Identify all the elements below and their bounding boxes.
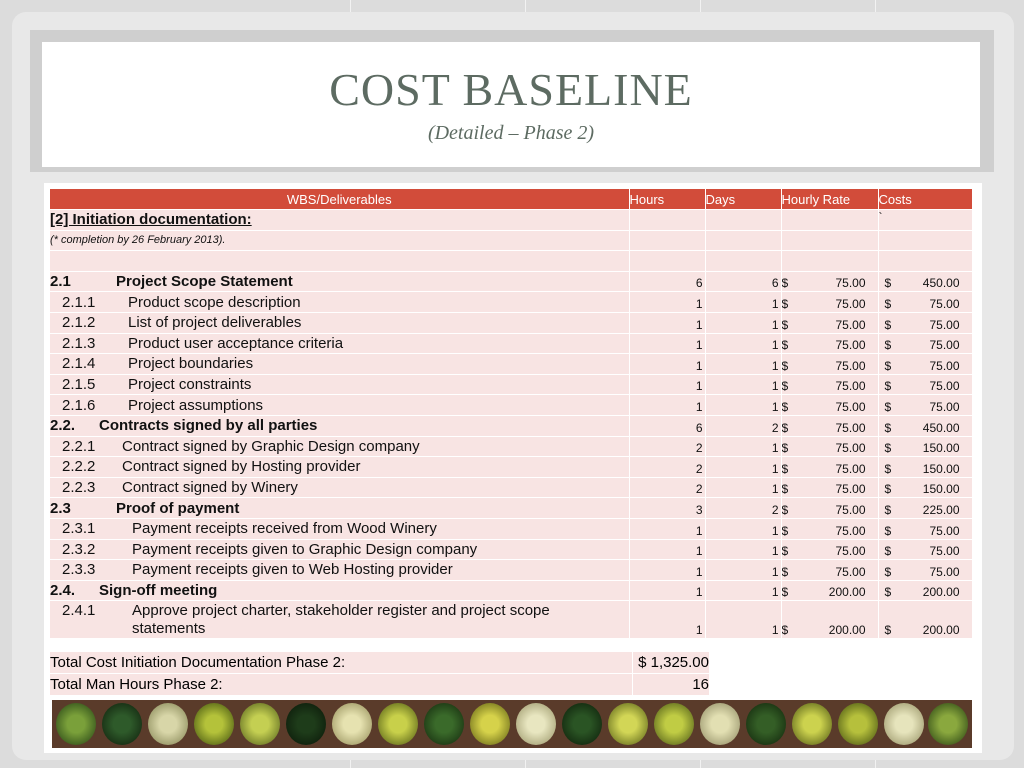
bottle-icon <box>424 703 464 745</box>
bottle-icon <box>378 703 418 745</box>
bottle-icon <box>240 703 280 745</box>
currency-symbol: $ <box>781 523 789 538</box>
wbs-cell <box>50 498 629 519</box>
cost-value: 150.00 <box>922 461 960 476</box>
cost-value: 450.00 <box>922 276 960 291</box>
total-hours-value: 16 <box>633 674 710 696</box>
cost-value: 200.00 <box>922 623 960 638</box>
currency-symbol: $ <box>781 296 789 311</box>
wbs-label: Payment receipts received from Wood Winery <box>132 520 437 538</box>
cost-cell <box>878 354 972 375</box>
bottle-icon <box>792 703 832 745</box>
header-costs: Costs <box>878 189 972 210</box>
rate-cell <box>781 539 878 560</box>
hours-cell: 1 <box>629 292 705 313</box>
wbs-label: Sign-off meeting <box>99 581 218 599</box>
days-cell: 1 <box>705 354 781 375</box>
currency-symbol: $ <box>884 399 892 414</box>
currency-symbol: $ <box>884 523 892 538</box>
rate-cell <box>781 498 878 519</box>
section-mark: ` <box>878 210 972 231</box>
rate-value: 75.00 <box>835 276 866 291</box>
currency-symbol: $ <box>781 379 789 394</box>
currency-symbol: $ <box>781 623 789 638</box>
currency-symbol: $ <box>884 317 892 332</box>
currency-symbol: $ <box>884 338 892 353</box>
currency-symbol: $ <box>884 276 892 291</box>
rate-value: 75.00 <box>835 461 866 476</box>
days-cell: 1 <box>705 477 781 498</box>
table-row <box>50 333 972 354</box>
hours-cell: 2 <box>629 436 705 457</box>
cost-cell <box>878 560 972 581</box>
wbs-label: Contract signed by Graphic Design company <box>122 437 420 455</box>
hours-cell: 6 <box>629 415 705 436</box>
cost-cell <box>878 518 972 539</box>
rate-value: 75.00 <box>835 441 866 456</box>
wbs-number: 2.3 <box>50 499 71 517</box>
bottle-icon <box>102 703 142 745</box>
wbs-cell <box>50 436 629 457</box>
currency-symbol: $ <box>884 379 892 394</box>
bottle-icon <box>654 703 694 745</box>
bottle-icon <box>608 703 648 745</box>
spacer-row <box>50 251 972 272</box>
currency-symbol: $ <box>884 623 892 638</box>
days-cell: 2 <box>705 498 781 519</box>
wbs-cell <box>50 477 629 498</box>
cost-value: 75.00 <box>929 296 960 311</box>
rate-cell <box>781 560 878 581</box>
bottle-icon <box>562 703 602 745</box>
wbs-label: Product scope description <box>128 293 301 311</box>
wbs-number: 2.2.3 <box>62 479 96 497</box>
section-row <box>50 210 972 231</box>
rate-cell <box>781 271 878 292</box>
cost-value: 450.00 <box>922 420 960 435</box>
currency-symbol: $ <box>781 317 789 332</box>
currency-symbol: $ <box>884 461 892 476</box>
hours-cell: 1 <box>629 580 705 601</box>
days-cell: 1 <box>705 539 781 560</box>
wine-bottles-image <box>52 700 972 748</box>
currency-symbol: $ <box>884 296 892 311</box>
currency-symbol: $ <box>781 482 789 497</box>
cost-cell <box>878 333 972 354</box>
rate-cell <box>781 518 878 539</box>
wbs-cell <box>50 271 629 292</box>
total-cost-label: Total Cost Initiation Documentation Phase 2: <box>50 652 633 674</box>
currency-symbol: $ <box>884 358 892 373</box>
wbs-number: 2.1 <box>50 273 71 291</box>
rate-cell <box>781 415 878 436</box>
wbs-number: 2.1.2 <box>62 314 96 332</box>
rate-cell <box>781 395 878 416</box>
cost-value: 75.00 <box>929 338 960 353</box>
header-days: Days <box>705 189 781 210</box>
days-cell: 1 <box>705 312 781 333</box>
rate-cell <box>781 333 878 354</box>
bottle-icon <box>700 703 740 745</box>
wbs-number: 2.3.2 <box>62 540 96 558</box>
section-title: [2] Initiation documentation: <box>50 210 629 231</box>
days-cell: 1 <box>705 457 781 478</box>
days-cell: 1 <box>705 601 781 639</box>
cost-cell <box>878 601 972 639</box>
table-row <box>50 354 972 375</box>
currency-symbol: $ <box>781 461 789 476</box>
wbs-label: Payment receipts given to Web Hosting provider <box>132 561 453 579</box>
wbs-cell <box>50 292 629 313</box>
wbs-number: 2.4.1 <box>62 601 96 619</box>
currency-symbol: $ <box>781 502 789 517</box>
rate-cell <box>781 477 878 498</box>
total-hours-label: Total Man Hours Phase 2: <box>50 674 633 696</box>
wbs-cell <box>50 395 629 416</box>
rate-value: 75.00 <box>835 338 866 353</box>
cost-cell <box>878 580 972 601</box>
header-wbs: WBS/Deliverables <box>50 189 629 210</box>
wbs-cell <box>50 354 629 375</box>
rate-value: 75.00 <box>835 544 866 559</box>
table-row <box>50 539 972 560</box>
totals-table <box>50 652 710 696</box>
wbs-number: 2.1.1 <box>62 293 96 311</box>
rate-cell <box>781 580 878 601</box>
table-row <box>50 580 972 601</box>
cost-cell <box>878 271 972 292</box>
days-cell: 1 <box>705 395 781 416</box>
wbs-label: Product user acceptance criteria <box>128 334 344 352</box>
rate-value: 75.00 <box>835 358 866 373</box>
days-cell: 1 <box>705 333 781 354</box>
page-subtitle: (Detailed – Phase 2) <box>427 122 595 144</box>
hours-cell: 1 <box>629 333 705 354</box>
currency-symbol: $ <box>781 276 789 291</box>
cost-value: 200.00 <box>922 585 960 600</box>
bottle-icon <box>286 703 326 745</box>
wbs-number: 2.4. <box>50 581 76 599</box>
wbs-label: Approve project charter, stakeholder register and project scope <box>132 601 550 619</box>
bottle-icon <box>884 703 924 745</box>
bottle-icon <box>332 703 372 745</box>
table-row <box>50 374 972 395</box>
currency-symbol: $ <box>884 564 892 579</box>
cost-cell <box>878 498 972 519</box>
rate-value: 75.00 <box>835 420 866 435</box>
hours-cell: 1 <box>629 560 705 581</box>
rate-value: 75.00 <box>835 564 866 579</box>
currency-symbol: $ <box>781 441 789 456</box>
wbs-label-cont: statements <box>132 619 206 637</box>
wbs-cell <box>50 601 629 639</box>
table-row <box>50 457 972 478</box>
bottle-icon <box>516 703 556 745</box>
currency-symbol: $ <box>884 502 892 517</box>
currency-symbol: $ <box>781 338 789 353</box>
table-row <box>50 292 972 313</box>
wbs-cell <box>50 333 629 354</box>
days-cell: 1 <box>705 560 781 581</box>
currency-symbol: $ <box>781 564 789 579</box>
wbs-number: 2.2. <box>50 417 76 435</box>
wbs-cell <box>50 560 629 581</box>
cost-value: 75.00 <box>929 544 960 559</box>
cost-value: 75.00 <box>929 523 960 538</box>
bottle-icon <box>838 703 878 745</box>
wbs-number: 2.1.5 <box>62 376 96 394</box>
wbs-number: 2.1.6 <box>62 396 96 414</box>
hours-cell: 1 <box>629 518 705 539</box>
wbs-cell <box>50 539 629 560</box>
cost-cell <box>878 395 972 416</box>
currency-symbol: $ <box>781 399 789 414</box>
cost-cell <box>878 415 972 436</box>
table-row <box>50 477 972 498</box>
table-row <box>50 518 972 539</box>
bottle-icon <box>148 703 188 745</box>
rate-cell <box>781 436 878 457</box>
currency-symbol: $ <box>884 585 892 600</box>
cost-cell <box>878 436 972 457</box>
bottle-icon <box>56 703 96 745</box>
cost-value: 75.00 <box>929 358 960 373</box>
cost-cell <box>878 539 972 560</box>
cost-value: 75.00 <box>929 564 960 579</box>
total-hours-row <box>50 674 710 696</box>
header-hours: Hours <box>629 189 705 210</box>
cost-cell <box>878 457 972 478</box>
wbs-number: 2.1.3 <box>62 334 96 352</box>
hours-cell: 3 <box>629 498 705 519</box>
total-cost-value: $ 1,325.00 <box>633 652 710 674</box>
hours-cell: 1 <box>629 601 705 639</box>
bottle-icon <box>746 703 786 745</box>
wbs-number: 2.2.2 <box>62 458 96 476</box>
header-row <box>50 189 972 210</box>
rate-value: 200.00 <box>828 585 866 600</box>
wbs-number: 2.1.4 <box>62 355 96 373</box>
wbs-number: 2.3.1 <box>62 520 96 538</box>
days-cell: 1 <box>705 374 781 395</box>
cost-value: 225.00 <box>922 502 960 517</box>
wbs-label: List of project deliverables <box>128 314 302 332</box>
cost-value: 75.00 <box>929 399 960 414</box>
wbs-cell <box>50 580 629 601</box>
note-row <box>50 230 972 251</box>
hours-cell: 1 <box>629 354 705 375</box>
days-cell: 1 <box>705 580 781 601</box>
table-row <box>50 312 972 333</box>
currency-symbol: $ <box>884 482 892 497</box>
hours-cell: 1 <box>629 539 705 560</box>
rate-cell <box>781 354 878 375</box>
wbs-cell <box>50 457 629 478</box>
header-rate: Hourly Rate <box>781 189 878 210</box>
table-row <box>50 436 972 457</box>
days-cell: 1 <box>705 436 781 457</box>
days-cell: 1 <box>705 518 781 539</box>
table-row <box>50 560 972 581</box>
wbs-label: Contract signed by Winery <box>122 479 298 497</box>
wbs-label: Contract signed by Hosting provider <box>122 458 361 476</box>
rate-value: 75.00 <box>835 296 866 311</box>
page-title: COST BASELINE <box>329 64 693 115</box>
table-row <box>50 601 972 639</box>
days-cell: 1 <box>705 292 781 313</box>
rate-cell <box>781 312 878 333</box>
rate-value: 75.00 <box>835 379 866 394</box>
hours-cell: 1 <box>629 395 705 416</box>
rate-value: 75.00 <box>835 482 866 497</box>
wbs-label: Proof of payment <box>116 499 240 517</box>
wbs-cell <box>50 415 629 436</box>
hours-cell: 6 <box>629 271 705 292</box>
wbs-label: Project assumptions <box>128 396 264 414</box>
days-cell: 2 <box>705 415 781 436</box>
days-cell: 6 <box>705 271 781 292</box>
cost-cell <box>878 374 972 395</box>
wbs-number: 2.3.3 <box>62 561 96 579</box>
cost-value: 75.00 <box>929 317 960 332</box>
wbs-cell <box>50 312 629 333</box>
rate-value: 75.00 <box>835 523 866 538</box>
bottle-icon <box>928 703 968 745</box>
rate-value: 75.00 <box>835 502 866 517</box>
table-row <box>50 415 972 436</box>
currency-symbol: $ <box>781 585 789 600</box>
rate-cell <box>781 601 878 639</box>
currency-symbol: $ <box>781 420 789 435</box>
total-cost-row <box>50 652 710 674</box>
wbs-label: Contracts signed by all parties <box>99 417 318 435</box>
rate-value: 200.00 <box>828 623 866 638</box>
wbs-cell <box>50 374 629 395</box>
currency-symbol: $ <box>781 358 789 373</box>
rate-value: 75.00 <box>835 317 866 332</box>
cost-value: 150.00 <box>922 482 960 497</box>
table-row <box>50 271 972 292</box>
cost-cell <box>878 312 972 333</box>
wbs-label: Project constraints <box>128 376 252 394</box>
rate-cell <box>781 374 878 395</box>
currency-symbol: $ <box>884 441 892 456</box>
bottle-icon <box>194 703 234 745</box>
rate-cell <box>781 292 878 313</box>
cost-table <box>50 189 973 639</box>
cost-value: 150.00 <box>922 441 960 456</box>
hours-cell: 2 <box>629 457 705 478</box>
wbs-cell <box>50 518 629 539</box>
rate-cell <box>781 457 878 478</box>
hours-cell: 1 <box>629 374 705 395</box>
cost-value: 75.00 <box>929 379 960 394</box>
table-row <box>50 498 972 519</box>
currency-symbol: $ <box>781 544 789 559</box>
wbs-label: Project boundaries <box>128 355 254 373</box>
bottle-icon <box>470 703 510 745</box>
section-note: (* completion by 26 February 2013). <box>50 230 629 251</box>
wbs-label: Payment receipts given to Graphic Design company <box>132 540 478 558</box>
table-row <box>50 395 972 416</box>
wbs-label: Project Scope Statement <box>116 273 293 291</box>
currency-symbol: $ <box>884 544 892 559</box>
currency-symbol: $ <box>884 420 892 435</box>
hours-cell: 1 <box>629 312 705 333</box>
rate-value: 75.00 <box>835 399 866 414</box>
cost-cell <box>878 292 972 313</box>
wbs-number: 2.2.1 <box>62 437 96 455</box>
hours-cell: 2 <box>629 477 705 498</box>
cost-cell <box>878 477 972 498</box>
